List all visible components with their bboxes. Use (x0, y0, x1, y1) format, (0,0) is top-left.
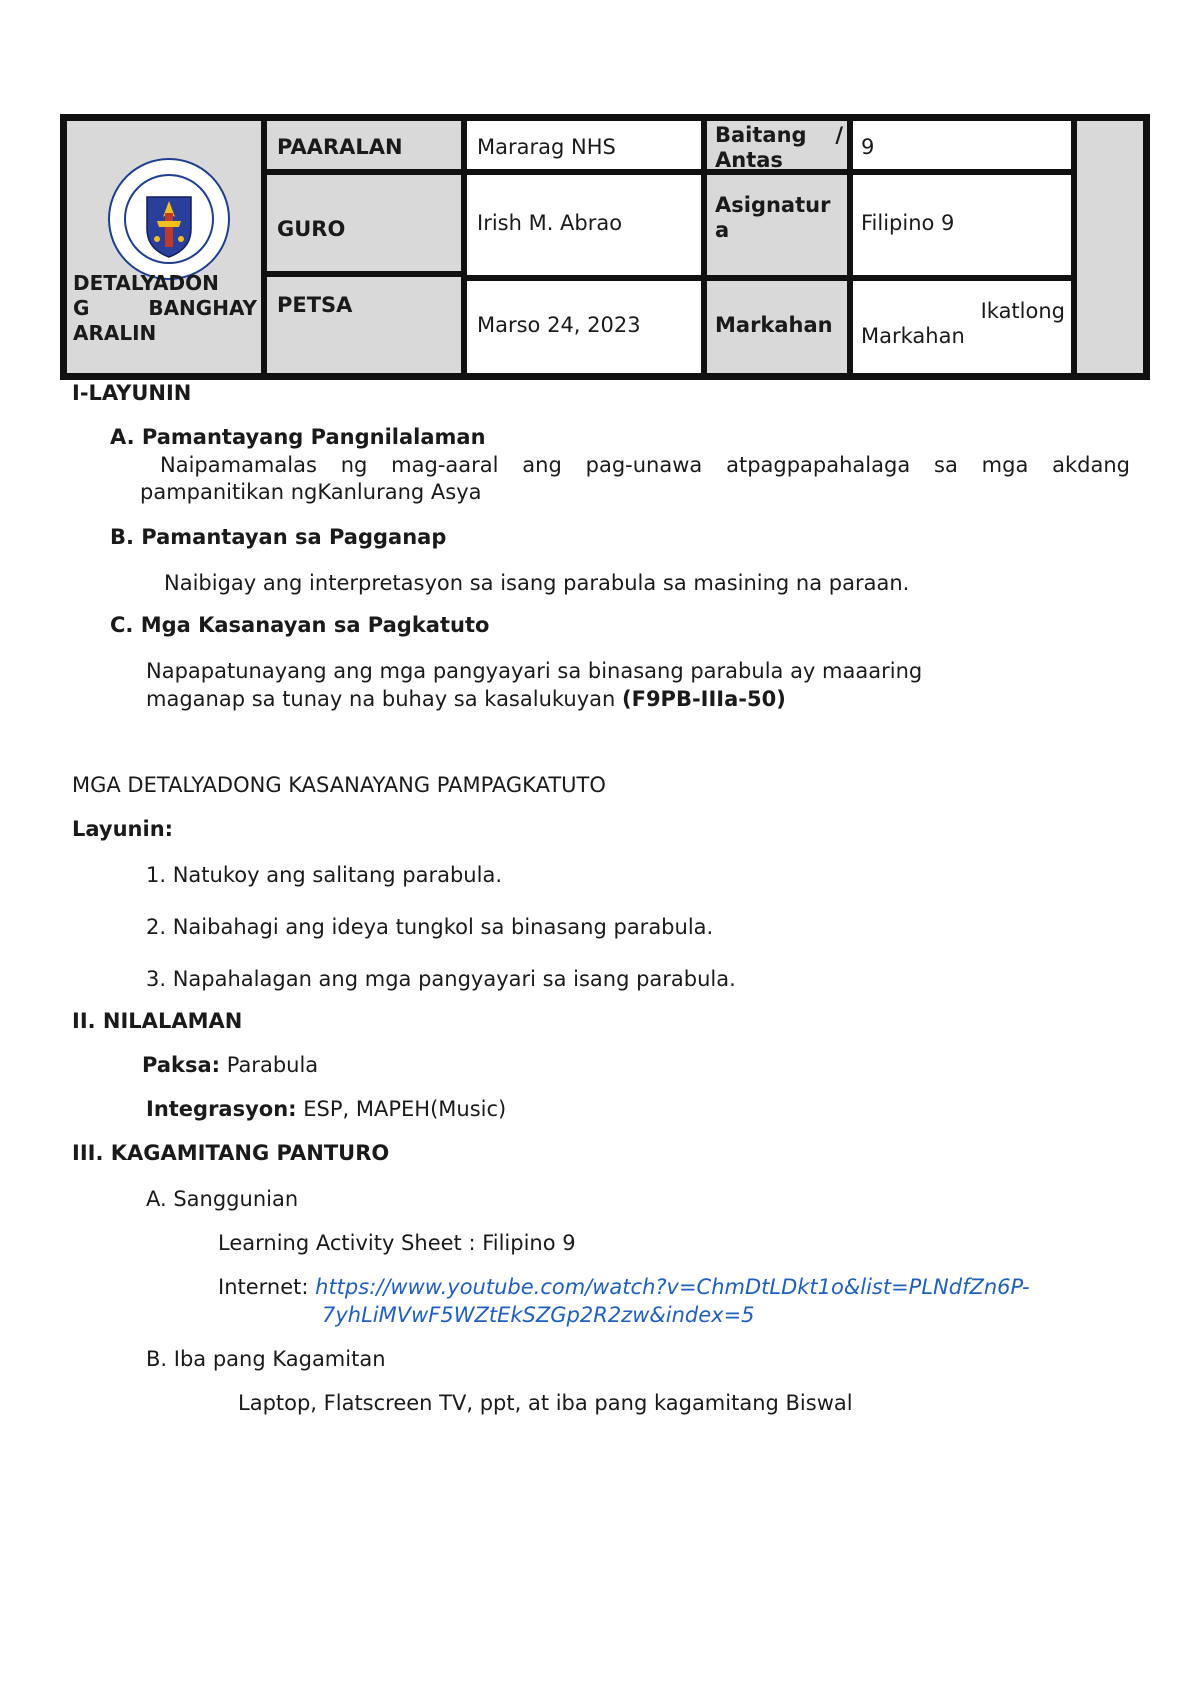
layunin-a-title: A. Pamantayang Pangnilalaman (110, 425, 486, 449)
objective-item-1: 1. Natukoy ang salitang parabula. (146, 863, 502, 887)
youtube-link-continued[interactable]: 7yhLiMVwF5WZtEkSZGp2R2zw&index=5 (322, 1303, 755, 1327)
integrasyon-line (146, 1096, 506, 1122)
deped-seal-icon (107, 157, 231, 281)
las-reference: Learning Activity Sheet : Filipino 9 (218, 1231, 576, 1255)
doc-title-line-3: ARALIN (73, 321, 157, 345)
competency-code: (F9PB-IIIa-50) (622, 687, 786, 711)
header-table (60, 114, 1150, 380)
layunin-c-line-1: Napapatunayang ang mga pangyayari sa binasang parabula ay maaaring (146, 659, 923, 683)
label-paaralan: PAARALAN (264, 118, 464, 172)
iba-pang-kagamitan-text: Laptop, Flatscreen TV, ppt, at iba pang kagamitang Biswal (238, 1391, 853, 1415)
value-markahan-line-1: Ikatlong (980, 299, 1065, 323)
internet-line-1 (218, 1274, 1030, 1300)
label-baitang (704, 118, 850, 172)
label-guro: GURO (264, 172, 464, 274)
kagamitan-heading: III. KAGAMITANG PANTURO (72, 1141, 390, 1165)
doc-title-line-1: DETALYADON (73, 271, 219, 295)
paksa-label: Paksa: (142, 1053, 221, 1077)
value-guro: Irish M. Abrao (464, 172, 704, 278)
detalyado-heading: MGA DETALYADONG KASANAYANG PAMPAGKATUTO (72, 773, 606, 797)
internet-label: Internet: (218, 1275, 316, 1299)
layunin-b-title: B. Pamantayan sa Pagganap (110, 525, 447, 549)
extra-column (1074, 118, 1146, 376)
value-markahan (850, 278, 1074, 376)
layunin-c-line-2: maganap sa tunay na buhay sa kasalukuyan (F9PB-IIIa-50) (146, 687, 786, 711)
paksa-value: Parabula (220, 1053, 319, 1077)
doc-title-line-2 (73, 296, 257, 321)
title-cell (64, 118, 264, 376)
layunin-a-line-1: Naipamamalas ng mag-aaral ang pag-unawa atpagpapahalaga sa mga akdang (160, 453, 1130, 477)
label-asignatura: Asignatur a (704, 172, 850, 278)
value-baitang: 9 (850, 118, 1074, 172)
youtube-link[interactable]: https://www.youtube.com/watch?v=ChmDtLDkt1o&list=PLNdfZn6P- (315, 1275, 1030, 1299)
layunin-a-text (140, 452, 1130, 506)
value-asignatura: Filipino 9 (850, 172, 1074, 278)
layunin-c-title: C. Mga Kasanayan sa Pagkatuto (110, 613, 490, 637)
value-markahan-line-2: Markahan (861, 324, 965, 348)
value-paaralan: Mararag NHS (464, 118, 704, 172)
sanggunian-title: A. Sanggunian (146, 1187, 299, 1211)
label-markahan: Markahan (704, 278, 850, 376)
detalyado-layunin-label: Layunin: (72, 817, 174, 841)
layunin-heading: I-LAYUNIN (72, 381, 192, 405)
objective-item-2: 2. Naibahagi ang ideya tungkol sa binasang parabula. (146, 915, 714, 939)
iba-pang-kagamitan-title: B. Iba pang Kagamitan (146, 1347, 386, 1371)
integrasyon-label: Integrasyon: (146, 1097, 297, 1121)
doc-title-word-banghay: BANGHAY (148, 296, 257, 320)
nilalaman-heading: II. NILALAMAN (72, 1009, 243, 1033)
objective-item-3: 3. Napahalagan ang mga pangyayari sa isang parabula. (146, 967, 736, 991)
label-baitang-line-2: Antas (715, 148, 783, 172)
doc-title-word-g: G (73, 296, 90, 320)
value-petsa: Marso 24, 2023 (464, 278, 704, 376)
integrasyon-value: ESP, MAPEH(Music) (296, 1097, 507, 1121)
layunin-b-text: Naibigay ang interpretasyon sa isang parabula sa masining na paraan. (164, 571, 910, 595)
label-baitang-line-1: Baitang / (715, 123, 843, 147)
label-petsa: PETSA (264, 274, 464, 376)
doc-title (73, 271, 257, 346)
layunin-a-line-2: pampanitikan ngKanlurang Asya (140, 480, 482, 504)
paksa-line (142, 1052, 318, 1078)
